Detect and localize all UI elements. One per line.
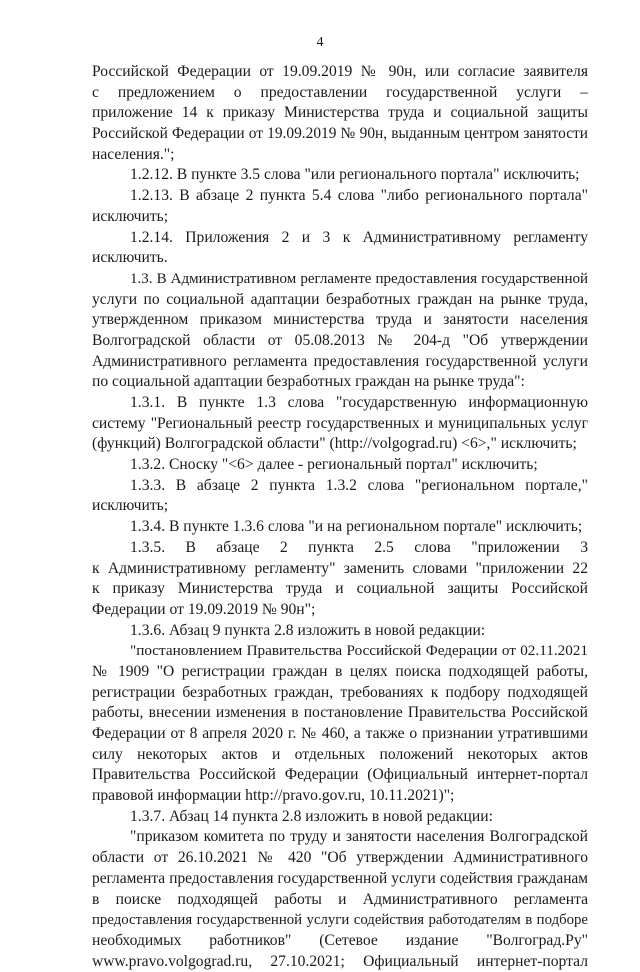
text-line: с предложением о предоставлении государственной услуги – <box>92 83 588 101</box>
text-line: в поиске подходящей работы и Административного регламента <box>92 890 588 908</box>
text-line: Российской Федерации от 19.09.2019 № 90н, выданным центром занятости <box>92 125 588 143</box>
text-line: 1.3.3. В абзаце 2 пункта 1.3.2 слова "региональном портале," <box>130 476 588 494</box>
text-line: Волгоградской области от 05.08.2013 № 204-д "Об утверждении <box>92 331 588 349</box>
text-line: населения."; <box>92 145 175 163</box>
text-line: "приказом комитета по труду и занятости населения Волгоградской <box>130 828 588 846</box>
text-line: к Административному регламенту" заменить словами "приложении 22 <box>92 559 588 577</box>
text-line: Федерации от 19.09.2019 № 90н"; <box>92 600 316 618</box>
text-line: 1.2.14. Приложения 2 и 3 к Административному регламенту <box>130 228 588 246</box>
text-line: силу некоторых актов и отдельных положений некоторых актов <box>92 745 588 763</box>
text-line: по социальной адаптации безработных граждан на рынке труда": <box>92 373 525 391</box>
text-line: 1.3.5. В абзаце 2 пункта 2.5 слова "приложении 3 <box>130 538 588 556</box>
text-line: работы, внесении изменения в постановление Правительства Российской <box>92 704 588 722</box>
text-line: 1.3.1. В пункте 1.3 слова "государственную информационную <box>130 394 588 411</box>
text-line: исключить; <box>92 497 169 515</box>
text-line: 1.3.2. Сноску "<6> далее - региональный портал" исключить; <box>130 456 538 474</box>
text-line: 1.3.4. В пункте 1.3.6 слова "и на региональном портале" исключить; <box>130 518 583 536</box>
text-line: www.pravo.volgograd.ru, 27.10.2021; Официальный интернет-портал <box>92 952 588 970</box>
text-line: исключить. <box>92 249 168 267</box>
text-line: 1.2.12. В пункте 3.5 слова "или регионального портала" исключить; <box>130 166 580 184</box>
text-line: необходимых работников" (Сетевое издание "Волгоград.Ру" <box>92 931 588 949</box>
text-line: № 1909 "О регистрации граждан в целях поиска подходящей работы, <box>92 662 588 680</box>
text-line: предоставления государственной услуги содействия работодателям в подборе <box>92 912 588 929</box>
page-number: 4 <box>316 35 324 50</box>
text-line: области от 26.10.2021 № 420 "Об утверждении Административного <box>92 849 588 867</box>
text-line: Российской Федерации от 19.09.2019 № 90н, или согласие заявителя <box>92 63 588 80</box>
text-line: 1.3.6. Абзац 9 пункта 2.8 изложить в новой редакции: <box>130 621 486 639</box>
text-line: Административного регламента предоставления государственной услуги <box>92 352 588 370</box>
text-line: к приказу Министерства труда и социальной защиты Российской <box>92 580 588 598</box>
text-line: 1.3. В Административном регламенте предоставления государственной <box>130 270 588 287</box>
text-line: Правительства Российской Федерации (Официальный интернет-портал <box>92 766 588 784</box>
text-line: регистрации безработных граждан, требованиях к подбору подходящей <box>92 683 588 701</box>
text-line: утвержденном приказом министерства труда и занятости населения <box>92 311 588 329</box>
text-line: систему "Региональный реестр государственных и муниципальных услуг <box>92 414 588 432</box>
text-line: 1.2.13. В абзаце 2 пункта 5.4 слова "либо регионального портала" <box>130 187 588 205</box>
text-line: Федерации от 8 апреля 2020 г. № 460, а также о признании утратившими <box>92 725 588 742</box>
text-line: 1.3.7. Абзац 14 пункта 2.8 изложить в новой редакции: <box>130 807 493 825</box>
text-line: услуги по социальной адаптации безработных граждан на рынке труда, <box>92 290 588 308</box>
text-line: приложение 14 к приказу Министерства труда и социальной защиты <box>92 104 588 122</box>
text-line: (функций) Волгоградской области" (http://volgograd.ru) <6>," исключить; <box>92 435 577 453</box>
document-body <box>92 62 588 972</box>
text-line: исключить; <box>92 207 169 225</box>
text-line: регламента предоставления государственной услуги содействия гражданам <box>92 869 588 887</box>
text-line: правовой информации http://pravo.gov.ru, 10.11.2021)"; <box>92 787 455 805</box>
text-line: "постановлением Правительства Российской Федерации от 02.11.2021 <box>130 642 588 660</box>
